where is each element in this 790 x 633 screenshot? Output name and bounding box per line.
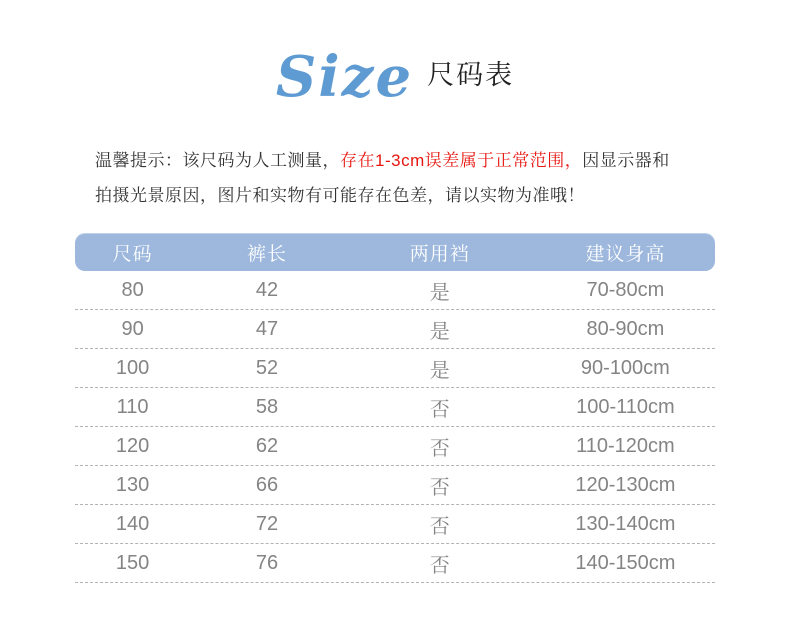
cell-height: 110-120cm — [576, 434, 675, 457]
cell-height: 130-140cm — [575, 512, 676, 535]
cell-pants-length: 62 — [255, 434, 279, 457]
table-row — [75, 310, 715, 349]
page-title — [0, 44, 790, 110]
table-row — [75, 466, 715, 505]
cell-pants-length: 66 — [255, 473, 279, 496]
cell-dual-crotch: 否 — [429, 554, 450, 577]
cell-pants-length: 52 — [255, 356, 279, 379]
notice-text — [95, 143, 730, 213]
cell-dual-crotch: 否 — [429, 476, 450, 499]
table-header-row — [75, 233, 715, 271]
cell-dual-crotch: 否 — [429, 515, 450, 538]
cell-size: 120 — [115, 434, 150, 457]
cell-pants-length: 47 — [255, 317, 279, 340]
cell-height: 70-80cm — [586, 278, 665, 301]
cell-dual-crotch: 否 — [429, 437, 450, 460]
cell-dual-crotch: 否 — [429, 398, 450, 421]
cell-pants-length: 76 — [255, 551, 279, 574]
table-row — [75, 505, 715, 544]
cell-height: 140-150cm — [575, 551, 676, 574]
cell-pants-length: 72 — [255, 512, 279, 535]
table-row — [75, 388, 715, 427]
cell-height: 120-130cm — [575, 473, 676, 496]
cell-pants-length: 58 — [255, 395, 279, 418]
size-table — [75, 233, 715, 583]
table-row — [75, 544, 715, 583]
cell-size: 150 — [115, 551, 150, 574]
notice-line1-pre: 温馨提示：该尺码为人工测量， — [95, 151, 340, 170]
cell-size: 130 — [115, 473, 150, 496]
cell-dual-crotch: 是 — [429, 281, 450, 304]
cell-pants-length: 42 — [255, 278, 279, 301]
table-row — [75, 427, 715, 466]
title-script-size: Size — [275, 44, 414, 110]
title-text-cn: 尺码表 — [427, 60, 515, 90]
col-header-pants-length: 裤长 — [246, 243, 287, 265]
cell-size: 110 — [116, 395, 149, 418]
cell-size: 100 — [115, 356, 150, 379]
notice-line1-post: 因显示器和 — [582, 151, 670, 170]
table-row — [75, 271, 715, 310]
cell-dual-crotch: 是 — [429, 320, 450, 343]
table-row — [75, 349, 715, 388]
col-header-size: 尺码 — [112, 243, 153, 265]
notice-highlight: 存在1-3cm误差属于正常范围， — [340, 151, 583, 170]
cell-dual-crotch: 是 — [429, 359, 450, 382]
col-header-height: 建议身高 — [585, 243, 666, 265]
cell-size: 90 — [121, 317, 144, 340]
cell-height: 80-90cm — [586, 317, 665, 340]
cell-height: 100-110cm — [576, 395, 675, 418]
notice-line2: 拍摄光景原因，图片和实物有可能存在色差，请以实物为准哦！ — [95, 186, 585, 205]
cell-size: 140 — [115, 512, 150, 535]
cell-height: 90-100cm — [580, 356, 670, 379]
cell-size: 80 — [121, 278, 144, 301]
col-header-dual-crotch: 两用裆 — [409, 243, 470, 265]
